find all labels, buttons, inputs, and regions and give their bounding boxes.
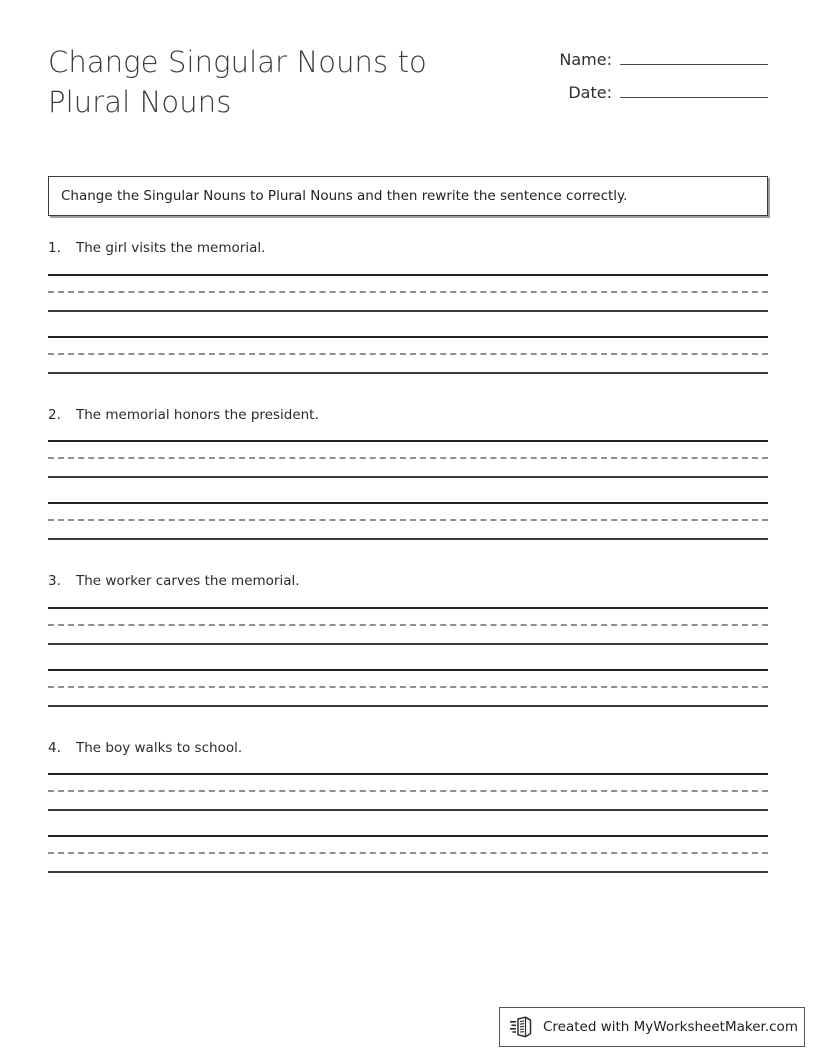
name-input-line[interactable] bbox=[620, 50, 768, 65]
question-item bbox=[48, 740, 768, 874]
handwriting-line-group[interactable] bbox=[48, 669, 768, 707]
rule-top-line bbox=[48, 669, 768, 671]
handwriting-line-group[interactable] bbox=[48, 274, 768, 312]
rule-mid-dashed-line bbox=[48, 353, 768, 355]
rule-mid-dashed-line bbox=[48, 457, 768, 459]
handwriting-line-group[interactable] bbox=[48, 607, 768, 645]
question-number: 2. bbox=[48, 406, 61, 423]
rule-top-line bbox=[48, 607, 768, 609]
rule-mid-dashed-line bbox=[48, 624, 768, 626]
rule-top-line bbox=[48, 835, 768, 837]
rule-baseline bbox=[48, 809, 768, 811]
question-text bbox=[48, 740, 768, 758]
rule-mid-dashed-line bbox=[48, 852, 768, 854]
question-item bbox=[48, 573, 768, 707]
handwriting-line-group[interactable] bbox=[48, 440, 768, 478]
question-text bbox=[48, 407, 768, 425]
handwriting-line-group[interactable] bbox=[48, 835, 768, 873]
handwriting-line-group[interactable] bbox=[48, 773, 768, 811]
questions-list bbox=[48, 240, 768, 906]
rule-top-line bbox=[48, 502, 768, 504]
handwriting-line-group[interactable] bbox=[48, 502, 768, 540]
student-info-fields bbox=[559, 50, 768, 102]
name-label: Name: bbox=[559, 50, 612, 69]
rule-top-line bbox=[48, 440, 768, 442]
rule-mid-dashed-line bbox=[48, 686, 768, 688]
instructions-box: Change the Singular Nouns to Plural Nouns and then rewrite the sentence correctly. bbox=[48, 176, 768, 216]
rule-baseline bbox=[48, 372, 768, 374]
rule-mid-dashed-line bbox=[48, 519, 768, 521]
rule-baseline bbox=[48, 538, 768, 540]
question-item bbox=[48, 240, 768, 374]
question-number: 3. bbox=[48, 573, 61, 590]
footer-attribution-badge[interactable] bbox=[499, 1007, 805, 1047]
question-sentence: The memorial honors the president. bbox=[76, 406, 319, 423]
rule-baseline bbox=[48, 871, 768, 873]
question-sentence: The worker carves the memorial. bbox=[76, 573, 300, 590]
worksheet-maker-logo-icon bbox=[510, 1016, 534, 1038]
question-item bbox=[48, 407, 768, 541]
question-sentence: The boy walks to school. bbox=[76, 739, 243, 756]
date-label: Date: bbox=[568, 83, 612, 102]
question-number: 4. bbox=[48, 739, 61, 756]
date-input-line[interactable] bbox=[620, 83, 768, 98]
page-title: Change Singular Nouns to Plural Nouns bbox=[48, 45, 427, 119]
rule-baseline bbox=[48, 310, 768, 312]
question-text bbox=[48, 573, 768, 591]
name-field-row bbox=[559, 50, 768, 69]
worksheet-header bbox=[48, 42, 768, 122]
question-sentence: The girl visits the memorial. bbox=[76, 240, 266, 256]
footer-attribution-text: Created with MyWorksheetMaker.com bbox=[543, 1019, 798, 1035]
date-field-row bbox=[559, 83, 768, 102]
rule-baseline bbox=[48, 643, 768, 645]
question-text bbox=[48, 240, 768, 258]
handwriting-line-group[interactable] bbox=[48, 336, 768, 374]
rule-top-line bbox=[48, 773, 768, 775]
rule-mid-dashed-line bbox=[48, 291, 768, 293]
rule-top-line bbox=[48, 274, 768, 276]
rule-baseline bbox=[48, 705, 768, 707]
rule-baseline bbox=[48, 476, 768, 478]
rule-mid-dashed-line bbox=[48, 790, 768, 792]
rule-top-line bbox=[48, 336, 768, 338]
question-number: 1. bbox=[48, 240, 61, 256]
